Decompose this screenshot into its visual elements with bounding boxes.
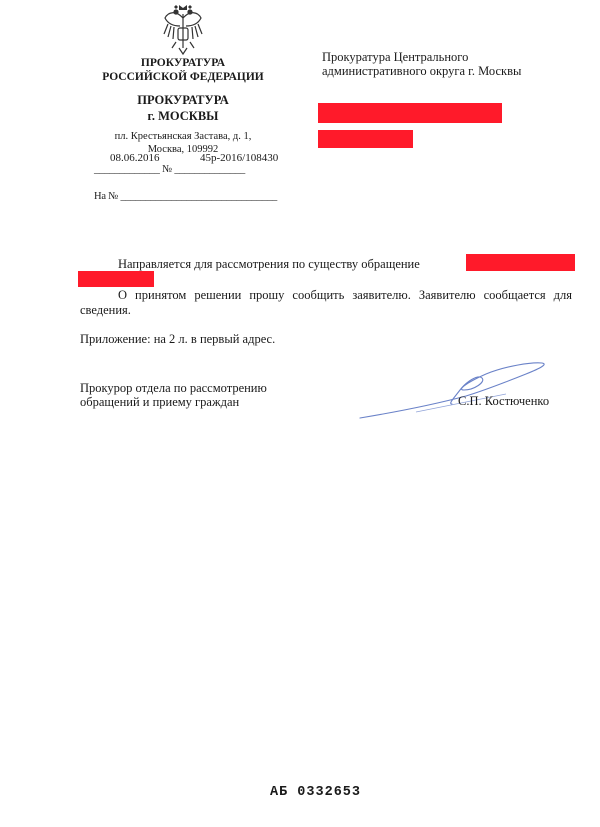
org-name xyxy=(98,56,268,84)
recipient-block xyxy=(322,50,521,78)
redaction-bar xyxy=(466,254,575,271)
org-name-line2: РОССИЙСКОЙ ФЕДЕРАЦИИ xyxy=(102,71,264,83)
sub-org-name-line2: г. МОСКВЫ xyxy=(147,109,219,123)
recipient-line2: административного округа г. Москвы xyxy=(322,64,522,78)
emblem-icon xyxy=(162,4,204,56)
registration-number: 45р-2016/108430 xyxy=(200,152,279,164)
redaction-bar xyxy=(318,130,413,148)
address-line1: пл. Крестьянская Застава, д. 1, xyxy=(114,131,252,142)
attachment-note: Приложение: на 2 л. в первый адрес. xyxy=(80,332,276,346)
reference-number-line: На № _______________________________ xyxy=(94,191,278,202)
redaction-bar xyxy=(78,271,154,287)
outgoing-number-line: _____________ № ______________ xyxy=(94,164,246,175)
address-line2: Москва, 109992 xyxy=(147,144,219,155)
recipient-line1: Прокуратура Центрального xyxy=(322,50,469,64)
signatory-position-line2: обращений и приему граждан xyxy=(80,395,240,409)
redaction-bar xyxy=(318,103,502,123)
body-paragraph-2: О принятом решении прошу сообщить заявителю. Заявителю сообщается для сведения. xyxy=(80,288,572,317)
sub-org-name xyxy=(98,92,268,124)
signatory-name: С.П. Костюченко xyxy=(458,394,550,408)
form-serial-number: АБ 0332653 xyxy=(270,785,362,800)
signature-stroke xyxy=(360,363,544,418)
document-date: 08.06.2016 xyxy=(110,152,160,164)
signatory-position xyxy=(80,381,267,409)
signatory-position-line1: Прокурор отдела по рассмотрению xyxy=(80,381,267,395)
org-name-line1: ПРОКУРАТУРА xyxy=(140,57,226,69)
sub-org-name-line1: ПРОКУРАТУРА xyxy=(137,93,229,107)
body-paragraph-1: Направляется для рассмотрения по существу обращение xyxy=(118,257,420,271)
handwritten-signature xyxy=(356,360,556,426)
